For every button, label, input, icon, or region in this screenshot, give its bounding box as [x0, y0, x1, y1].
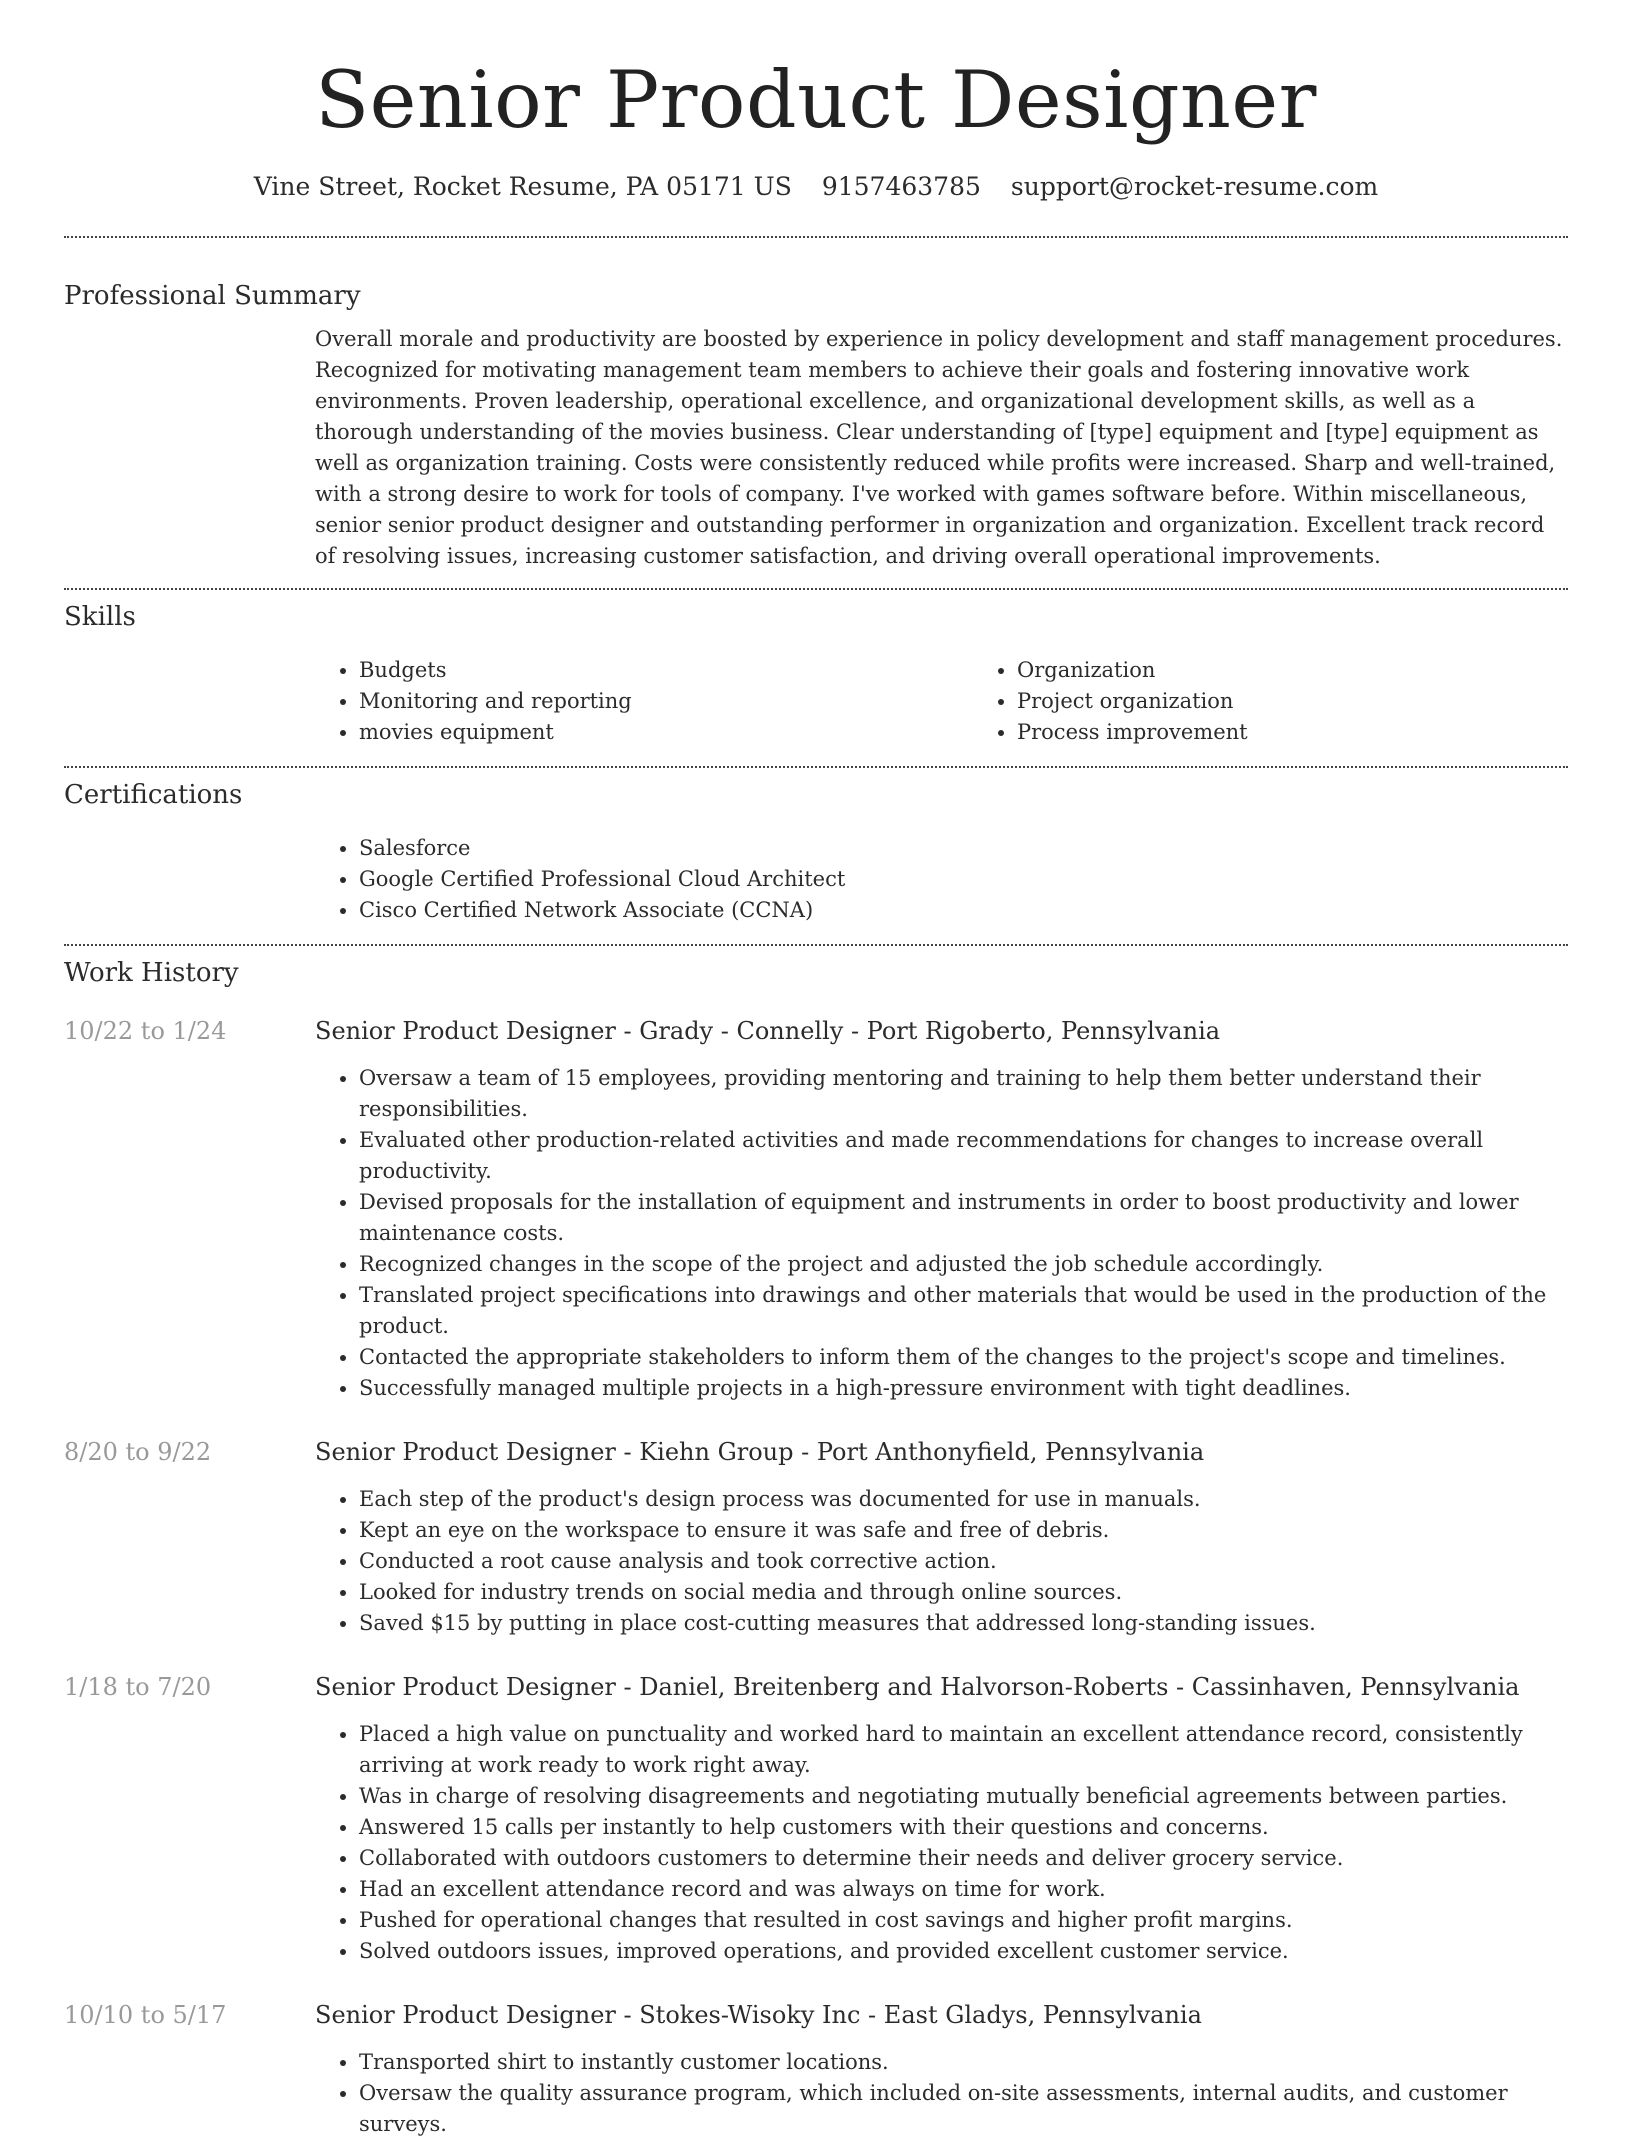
certification-item: • Google Certified Professional Cloud Architect	[359, 864, 1568, 895]
job-bullets	[315, 1484, 1568, 1639]
job-bullet: • Pushed for operational changes that resulted in cost savings and higher profit margins.	[359, 1905, 1568, 1936]
job-entry	[64, 1671, 1568, 1967]
job-bullet: • Looked for industry trends on social media and through online sources.	[359, 1577, 1568, 1608]
job-bullet: • Answered 15 calls per instantly to help customers with their questions and concerns.	[359, 1812, 1568, 1843]
job-bullet: • Contacted the appropriate stakeholders to inform them of the changes to the project's scope and timelines.	[359, 1342, 1568, 1373]
job-bullet: • Evaluated other production-related activities and made recommendations for changes to increase overall productivity.	[359, 1125, 1568, 1187]
work-history-section	[64, 946, 1568, 2140]
job-bullets	[315, 1063, 1568, 1404]
job-dates: 1/18 to 7/20	[64, 1673, 212, 1701]
job-bullet: • Saved $15 by putting in place cost-cutting measures that addressed long-standing issues.	[359, 1608, 1568, 1639]
job-heading: Senior Product Designer - Stokes-Wisoky Inc - East Gladys, Pennsylvania	[315, 2001, 1202, 2029]
job-bullet: • Recognized changes in the scope of the project and adjusted the job schedule accordingly.	[359, 1249, 1568, 1280]
skill-item: • Organization	[1017, 655, 1631, 686]
certifications-section	[64, 768, 1568, 926]
job-bullet: • Solved outdoors issues, improved operations, and provided excellent customer service.	[359, 1936, 1568, 1967]
skill-item: • Project organization	[1017, 686, 1631, 717]
job-bullet: • Oversaw a team of 15 employees, providing mentoring and training to help them better understand their responsibilities.	[359, 1063, 1568, 1125]
skill-item: • Monitoring and reporting	[359, 686, 973, 717]
job-dates: 10/10 to 5/17	[64, 2001, 227, 2029]
job-bullet: • Each step of the product's design process was documented for use in manuals.	[359, 1484, 1568, 1515]
job-bullets	[315, 2047, 1568, 2140]
work-history-title: Work History	[64, 958, 239, 988]
skills-list-left	[315, 655, 973, 748]
contact-address: Vine Street, Rocket Resume, PA 05171 US	[253, 172, 792, 201]
job-bullet: • Placed a high value on punctuality and worked hard to maintain an excellent attendance record, consistently arriving at work ready to work right away.	[359, 1719, 1568, 1781]
skills-grid	[315, 655, 1568, 748]
job-dates: 8/20 to 9/22	[64, 1438, 212, 1466]
job-bullet: • Devised proposals for the installation of equipment and instruments in order to boost productivity and lower maintenance costs.	[359, 1187, 1568, 1249]
job-bullet: • Was in charge of resolving disagreements and negotiating mutually beneficial agreements between parties.	[359, 1781, 1568, 1812]
job-bullet: • Collaborated with outdoors customers to determine their needs and deliver grocery service.	[359, 1843, 1568, 1874]
resume-page	[64, 0, 1568, 2140]
summary-content	[315, 324, 1568, 572]
skills-section	[64, 590, 1568, 748]
skills-title: Skills	[64, 602, 136, 632]
job-bullet: • Conducted a root cause analysis and took corrective action.	[359, 1546, 1568, 1577]
job-heading: Senior Product Designer - Daniel, Breitenberg and Halvorson-Roberts - Cassinhaven, Pennsylvania	[315, 1673, 1520, 1701]
skill-item: • movies equipment	[359, 717, 973, 748]
resume-name: Senior Product Designer	[315, 54, 1317, 146]
job-bullet: • Translated project specifications into drawings and other materials that would be used in the production of the product.	[359, 1280, 1568, 1342]
certifications-list	[315, 833, 1568, 926]
summary-section	[64, 238, 1568, 572]
job-bullets	[315, 1719, 1568, 1967]
job-heading: Senior Product Designer - Kiehn Group - Port Anthonyfield, Pennsylvania	[315, 1438, 1205, 1466]
skill-item: • Process improvement	[1017, 717, 1631, 748]
certification-item: • Cisco Certified Network Associate (CCNA)	[359, 895, 1568, 926]
job-bullet: • Transported shirt to instantly customer locations.	[359, 2047, 1568, 2078]
job-bullet: • Successfully managed multiple projects in a high-pressure environment with tight deadlines.	[359, 1373, 1568, 1404]
job-dates: 10/22 to 1/24	[64, 1017, 227, 1045]
contact-line	[64, 172, 1568, 202]
contact-email: support@rocket-resume.com	[1010, 172, 1379, 201]
job-bullet: • Kept an eye on the workspace to ensure it was safe and free of debris.	[359, 1515, 1568, 1546]
job-bullet: • Had an excellent attendance record and was always on time for work.	[359, 1874, 1568, 1905]
summary-title: Professional Summary	[64, 281, 361, 311]
skills-content	[315, 655, 1568, 748]
job-heading: Senior Product Designer - Grady - Connelly - Port Rigoberto, Pennsylvania	[315, 1017, 1221, 1045]
skills-list-right	[973, 655, 1631, 748]
certification-item: • Salesforce	[359, 833, 1568, 864]
job-entry	[64, 1015, 1568, 1404]
job-entry	[64, 1436, 1568, 1639]
certifications-title: Certifications	[64, 780, 243, 810]
certifications-content	[315, 833, 1568, 926]
job-entry	[64, 1999, 1568, 2140]
summary-text: Overall morale and productivity are boosted by experience in policy development and staff management procedures. Recognized for motivating management team members to achieve their goals and fostering innovative work environments. Proven leadership, operational excellence, and organizational development skills, as well as a thorough understanding of the movies business. Clear understanding of [type] equipment and [type] equipment as well as organization training. Costs were consistently reduced while profits were increased. Sharp and well-trained, with a strong desire to work for tools of company. I've worked with games software before. Within miscellaneous, senior senior product designer and outstanding performer in organization and organization. Excellent track record of resolving issues, increasing customer satisfaction, and driving overall operational improvements.	[315, 327, 1563, 568]
skill-item: • Budgets	[359, 655, 973, 686]
job-bullet: • Oversaw the quality assurance program, which included on-site assessments, internal audits, and customer surveys.	[359, 2078, 1568, 2140]
contact-phone: 9157463785	[821, 172, 981, 201]
